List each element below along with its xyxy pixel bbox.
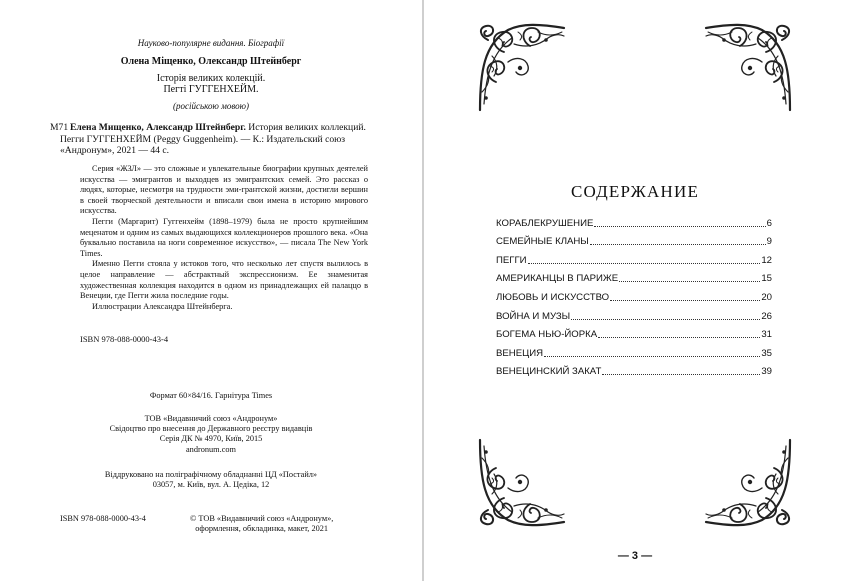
series-name: Історія великих колекцій. [156,73,266,84]
toc-entry-title: ЛЮБОВЬ И ИСКУССТВО [496,291,610,303]
toc-entry-title: КОРАБЛЕКРУШЕНИЕ [496,217,594,229]
publisher-website: andronum.com [185,444,236,454]
toc-entry-title: ВЕНЕЦИЯ [496,347,544,359]
publisher-block [0,414,422,455]
abstract-paragraph: Пегги (Маргарит) Гуггенхейм (1898–1979) была не просто крупнейшим меценатом и одним из самых выдающихся коллекционеров прошлого века. «Она буквально поставила на ноги современное искусство», — писала The New York Times. [80,216,368,258]
copyright [190,514,333,534]
toc-entry[interactable] [496,210,772,229]
toc-entry-page: 20 [761,291,772,303]
toc-entry-title: ПЕГГИ [496,254,527,266]
ornament-icon [474,22,570,114]
isbn-footer: ISBN 978-088-0000-43-4 [60,514,146,523]
toc-entry-title: АМЕРИКАНЦЫ В ПАРИЖЕ [496,273,619,285]
illustrations-credit: Иллюстрации Александра Штейнберга. [92,301,233,311]
registry-series: Серія ДК № 4970, Київ, 2015 [159,434,263,444]
toc-leader [528,263,761,264]
toc-entry-page: 9 [766,236,772,248]
toc-entry[interactable] [496,266,772,285]
toc-entry-page: 26 [761,310,772,322]
toc-leader [598,337,760,338]
language-note: (російською мовою) [173,101,249,111]
right-page [424,0,846,581]
toc-entry-title: ВЕНЕЦИНСКИЙ ЗАКАТ [496,366,602,378]
ornament-icon [700,436,796,528]
page-number: — 3 — [617,550,653,562]
book-title: Пегті ГУГГЕНХЕЙМ. [163,84,259,95]
ornament-icon [474,436,570,528]
bibliographic-record [50,122,370,157]
publisher-name: ТОВ «Видавничий союз «Андронум» [144,414,278,423]
classification-code: М71 [50,122,69,133]
toc-heading: СОДЕРЖАНИЕ [570,182,700,201]
toc-leader [602,374,760,375]
toc-leader [594,226,765,227]
toc-entry[interactable] [496,247,772,266]
toc-entry[interactable] [496,340,772,359]
printer-name: Віддруковано на поліграфічному обладнанні ЦД «Постайл» [104,470,318,479]
toc-entry[interactable] [496,303,772,322]
toc-leader [571,319,760,320]
format-line: Формат 60×84/16. Гарнітура Times [149,391,273,400]
printing-block [0,470,422,490]
table-of-contents [496,210,772,377]
toc-entry-title: ВОЙНА И МУЗЫ [496,310,571,322]
toc-entry[interactable] [496,229,772,248]
toc-leader [619,281,760,282]
toc-entry[interactable] [496,322,772,341]
toc-leader [544,356,760,357]
toc-entry-page: 39 [761,366,772,378]
toc-entry-page: 35 [761,347,772,359]
left-page [0,0,422,581]
toc-entry[interactable] [496,284,772,303]
registry-certificate: Свідоцтво про внесення до Державного реєстру видавців [109,424,313,434]
authors: Олена Міщенко, Олександр Штейнберг [120,56,302,67]
biblio-authors: Елена Мищенко, Александр Штейнберг. [70,122,246,133]
copyright-line: © ТОВ «Видавничий союз «Андронум», [190,514,334,523]
ornament-icon [700,22,796,114]
toc-entry-page: 31 [761,329,772,341]
abstract-paragraph: Серия «ЖЗЛ» — это сложные и увлекательные биографии крупных деятелей искусства — эмигрантов и выходцев из эмигрантских семей. Это рассказ о людях, которые, несмотря на трудности эми-грантской жизни, достигли вершин в своей творческой деятельности и вписали свои имена в историю мирового искусства. [80,164,368,216]
toc-leader [590,244,766,245]
printer-address: 03057, м. Київ, вул. А. Цедіка, 12 [152,480,270,490]
toc-entry-title: СЕМЕЙНЫЕ КЛАНЫ [496,236,589,248]
toc-entry-page: 6 [766,217,772,229]
toc-entry[interactable] [496,359,772,378]
genre-label: Науково-популярне видання. Біографії [137,38,285,48]
abstract-paragraph: Именно Пегги стояла у истоков того, что несколько лет спустя вылилось в целое направление — абстрактный экспрессионизм. Ее знаменитая художественная коллекция находится в одном из принадлежащих ей палаццо в Венеции, где Пегги жила последние годы. [80,259,368,301]
copyright-line: оформлення, обкладинка, макет, 2021 [195,524,329,534]
toc-entry-page: 15 [761,273,772,285]
biblio-description: История великих коллекций. Пегги ГУГГЕНХЕЙМ (Peggy Guggenheim). — К.: Издательский союз «Андронум», 2021 — 44 с. [60,122,366,156]
isbn: ISBN 978-088-0000-43-4 [80,334,169,344]
toc-entry-title: БОГЕМА НЬЮ-ЙОРКА [496,329,598,341]
toc-leader [610,300,760,301]
toc-entry-page: 12 [761,254,772,266]
abstract [80,164,368,312]
